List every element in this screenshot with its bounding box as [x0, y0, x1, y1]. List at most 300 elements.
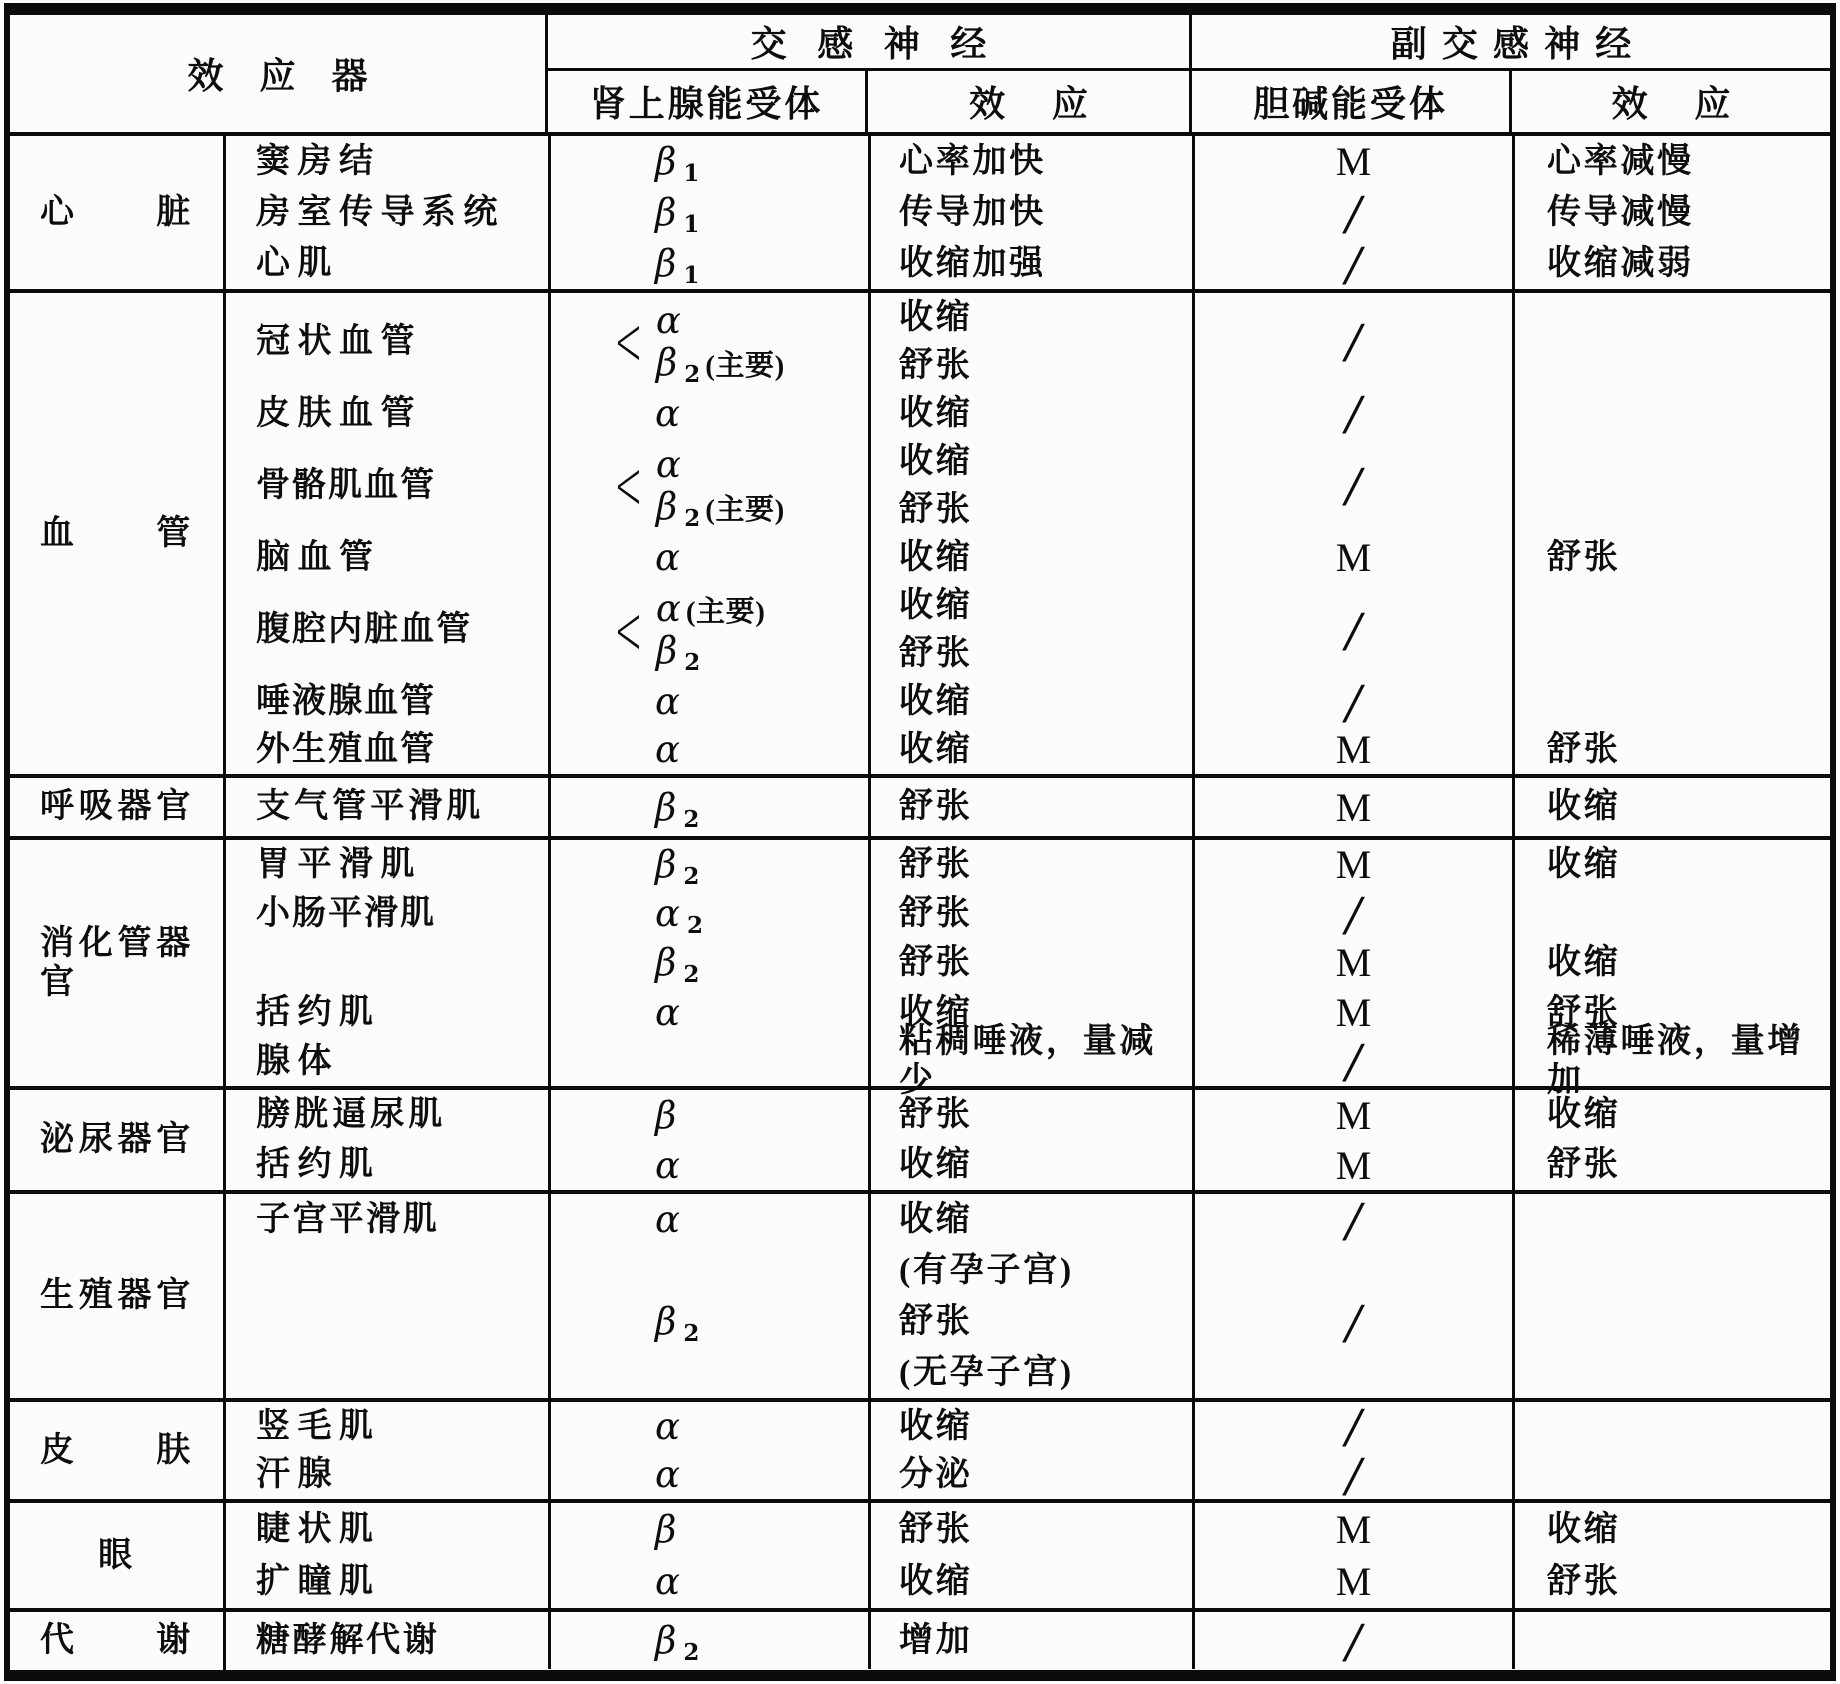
- suborgan-cell: [226, 1037, 548, 1086]
- parasympathetic-effect-cell: [1512, 1023, 1830, 1100]
- suborgan-cell: [226, 778, 548, 836]
- receptor-symbol: [655, 785, 700, 833]
- suborgan-label: 外生殖血管: [256, 731, 437, 769]
- effect-line: [871, 293, 1192, 341]
- slash-mark: /: [1345, 458, 1362, 513]
- suborgan-cell: [226, 1612, 548, 1669]
- receptor-subscript: 2: [684, 504, 701, 532]
- receptor-subscript: 2: [683, 961, 700, 989]
- cholinergic-line: [1346, 1194, 1362, 1245]
- header-parasympathetic-cell: [1192, 15, 1830, 68]
- sympathetic-effect-cell: [868, 889, 1192, 938]
- sympathetic-effect-cell: [868, 1140, 1192, 1190]
- greek-letter: β: [655, 785, 677, 829]
- receptor-note: (主要): [705, 493, 785, 526]
- receptor-symbol: [655, 680, 680, 723]
- suborgan-cell: [226, 582, 548, 678]
- suborgan-cell: [226, 293, 548, 389]
- greek-letter: α: [655, 442, 681, 486]
- cholinergic-receptor-cell: [1192, 778, 1512, 836]
- table-row: [226, 886, 1830, 941]
- cholinergic-line: [1336, 840, 1372, 889]
- effect-line: [871, 533, 1192, 581]
- header-effector-label: 效应器: [187, 56, 404, 96]
- cholinergic-receptor-cell: [1192, 1034, 1512, 1089]
- greek-letter: β: [655, 1093, 677, 1137]
- table-row: [226, 778, 1830, 836]
- suborgan-label: 竖毛肌: [256, 1407, 381, 1445]
- suborgan-label: 子宫平滑肌: [256, 1200, 440, 1238]
- receptor-m: M: [1335, 139, 1372, 184]
- parasympathetic-effect-cell: [1512, 187, 1830, 238]
- greek-letter: α: [655, 1143, 680, 1187]
- parasympathetic-effect-cell: [1512, 726, 1830, 774]
- cholinergic-receptor-cell: [1192, 1399, 1512, 1454]
- table-row: [226, 1399, 1830, 1454]
- suborgan-label: 腺体: [256, 1042, 339, 1080]
- suborgan-cell: [226, 1296, 548, 1398]
- organ-section: [10, 293, 1830, 778]
- receptor-line: [551, 1194, 868, 1245]
- sympathetic-effect-cell: [868, 1451, 1192, 1500]
- adrenergic-receptor-cell: [548, 778, 868, 836]
- effect-text: (无孕子宫): [899, 1353, 1074, 1391]
- greek-letter: β: [655, 843, 677, 887]
- organ-rows: [226, 778, 1830, 836]
- receptor-symbol: [655, 340, 785, 388]
- effect-line: [871, 389, 1192, 437]
- table-row: [226, 1296, 1830, 1398]
- greek-letter: α: [655, 298, 681, 342]
- effect-line: [871, 187, 1192, 238]
- receptor-symbol: [655, 1094, 676, 1137]
- sympathetic-effect-cell: [868, 1090, 1192, 1140]
- effect-line: [871, 778, 1192, 836]
- adrenergic-receptor-cell: [548, 1556, 868, 1609]
- receptor-m: M: [1335, 1142, 1372, 1188]
- effect-line: [871, 1556, 1192, 1609]
- suborgan-label: 冠状血管: [256, 322, 422, 360]
- parasympathetic-effect-text: 舒张: [1547, 1146, 1621, 1184]
- table-header: [10, 15, 1830, 136]
- effect-line: [871, 1451, 1192, 1500]
- suborgan-cell: [226, 1140, 548, 1190]
- receptor-symbol: [655, 242, 700, 289]
- receptor-symbol: [656, 443, 681, 486]
- parasympathetic-effect-cell: [1512, 778, 1830, 836]
- effect-line: [871, 238, 1192, 289]
- receptor-stack-line: [655, 340, 785, 388]
- suborgan-cell: [226, 840, 548, 889]
- effect-line: [871, 1194, 1192, 1245]
- adrenergic-receptor-cell: [548, 1296, 868, 1398]
- cholinergic-receptor-cell: [1192, 938, 1512, 987]
- suborgan-label: 糖酵解代谢: [256, 1621, 440, 1659]
- effect-text: 舒张: [899, 1096, 973, 1134]
- sympathetic-effect-cell: [868, 778, 1192, 836]
- cholinergic-receptor-cell: [1192, 582, 1512, 678]
- receptor-brace-group: [551, 293, 868, 389]
- receptor-symbol: [655, 1508, 676, 1551]
- receptor-line: [551, 1612, 868, 1669]
- suborgan-label: 胃平滑肌: [256, 846, 422, 884]
- greek-letter: α: [655, 1560, 680, 1604]
- effect-text: 传导加快: [899, 193, 1046, 231]
- effect-text: 舒张: [899, 490, 973, 528]
- receptor-m: M: [1335, 842, 1372, 888]
- receptor-stack: [655, 587, 766, 677]
- slash-mark: /: [1345, 1034, 1362, 1089]
- slash-mark: /: [1345, 314, 1362, 369]
- sympathetic-effect-cell: [868, 187, 1192, 238]
- cholinergic-line: [1346, 293, 1362, 389]
- parasympathetic-effect-cell: [1512, 1503, 1830, 1556]
- effect-line: [871, 726, 1192, 774]
- parasympathetic-effect-text: 收缩减弱: [1547, 244, 1694, 282]
- cholinergic-receptor-cell: [1192, 1612, 1512, 1669]
- effect-text: 增加: [899, 1621, 973, 1659]
- adrenergic-receptor-cell: [548, 726, 868, 774]
- organ-section: [10, 840, 1830, 1100]
- parasympathetic-effect-text: 收缩: [1547, 1096, 1621, 1134]
- table-row: [226, 938, 1830, 987]
- effect-text: 分泌: [899, 1456, 973, 1494]
- cholinergic-line: [1345, 1399, 1362, 1454]
- cholinergic-line: [1346, 1612, 1362, 1669]
- receptor-m: M: [1335, 535, 1372, 581]
- cholinergic-receptor-cell: [1192, 674, 1512, 729]
- adrenergic-receptor-cell: [548, 1402, 868, 1451]
- suborgan-cell: [226, 726, 548, 774]
- table-row: [226, 582, 1830, 678]
- effect-line: [871, 840, 1192, 889]
- slash-mark: /: [1345, 386, 1362, 441]
- parasympathetic-effect-cell: [1512, 889, 1830, 938]
- parasympathetic-effect-cell: [1512, 533, 1830, 581]
- receptor-symbol: [655, 191, 700, 238]
- receptor-symbol: [655, 484, 785, 532]
- cholinergic-receptor-cell: [1192, 386, 1512, 441]
- effect-line: [871, 889, 1192, 938]
- table-row: [226, 238, 1830, 289]
- parasympathetic-effect-cell: [1512, 389, 1830, 437]
- greek-letter: α: [655, 1198, 680, 1241]
- suborgan-label: 括约肌: [256, 993, 381, 1031]
- header-adrenergic-cell: [548, 71, 868, 132]
- suborgan-label: 腹腔内脏血管: [256, 611, 473, 649]
- receptor-stack: [655, 442, 785, 532]
- suborgan-label: 骨骼肌血管: [256, 466, 437, 504]
- cholinergic-line: [1346, 1296, 1362, 1347]
- effect-line: [871, 136, 1192, 187]
- parasympathetic-effect-cell: [1512, 1402, 1830, 1451]
- organ-label: 血管: [40, 514, 193, 552]
- suborgan-cell: [226, 533, 548, 581]
- receptor-symbol: [655, 536, 680, 579]
- receptor-line: [551, 840, 868, 889]
- cholinergic-line: [1346, 437, 1362, 533]
- cholinergic-receptor-cell: [1192, 1140, 1512, 1190]
- effect-text: 舒张: [899, 944, 973, 982]
- effect-line: [871, 1090, 1192, 1140]
- table-row: [226, 1140, 1830, 1190]
- suborgan-label: 括约肌: [256, 1146, 381, 1184]
- brace-icon: <: [614, 444, 643, 527]
- receptor-m: M: [1335, 1559, 1372, 1605]
- greek-letter: α: [655, 990, 680, 1034]
- effect-line: [871, 1245, 1192, 1296]
- organ-cell: [10, 1402, 226, 1499]
- effect-line: [871, 437, 1192, 485]
- effect-line: [871, 1296, 1192, 1347]
- effect-text: (有孕子宫): [899, 1251, 1074, 1289]
- organ-label: 代谢: [40, 1622, 193, 1660]
- organ-cell: [10, 293, 226, 774]
- effect-text: 舒张: [899, 895, 973, 933]
- receptor-m: M: [1335, 940, 1372, 986]
- greek-letter: β: [655, 242, 677, 285]
- receptor-line: [551, 187, 868, 238]
- cholinergic-line: [1336, 1090, 1372, 1140]
- suborgan-label: 扩瞳肌: [256, 1563, 381, 1601]
- effect-text: 收缩: [899, 538, 973, 576]
- parasympathetic-effect-cell: [1512, 1612, 1830, 1669]
- adrenergic-receptor-cell: [548, 938, 868, 987]
- greek-letter: β: [655, 1507, 677, 1551]
- cholinergic-receptor-cell: [1192, 886, 1512, 941]
- sympathetic-effect-cell: [868, 1023, 1192, 1100]
- effect-text: 舒张: [899, 635, 973, 673]
- suborgan-cell: [226, 889, 548, 938]
- parasympathetic-effect-text: 收缩: [1547, 1510, 1621, 1548]
- header-effector-cell: [10, 15, 548, 132]
- header-right-group: [548, 15, 1830, 132]
- effect-line: [871, 678, 1192, 726]
- receptor-line: [551, 136, 868, 187]
- cholinergic-receptor-cell: [1192, 1296, 1512, 1398]
- receptor-line: [551, 1402, 868, 1451]
- sympathetic-effect-cell: [868, 582, 1192, 678]
- receptor-stack: [655, 298, 785, 388]
- table-row: [226, 187, 1830, 238]
- cholinergic-receptor-cell: [1192, 187, 1512, 238]
- organ-section: [10, 1503, 1830, 1612]
- sympathetic-effect-cell: [868, 1296, 1192, 1398]
- cholinergic-line: [1336, 533, 1372, 581]
- cholinergic-receptor-cell: [1192, 136, 1512, 187]
- receptor-stack-line: [656, 588, 766, 630]
- cholinergic-receptor-cell: [1192, 238, 1512, 289]
- sympathetic-effect-cell: [868, 1556, 1192, 1609]
- receptor-m: M: [1335, 727, 1372, 773]
- effect-line: [871, 1503, 1192, 1556]
- parasympathetic-effect-cell: [1512, 840, 1830, 889]
- header-subcolumn-row: [548, 71, 1830, 132]
- cholinergic-receptor-cell: [1192, 293, 1512, 389]
- receptor-subscript: 1: [683, 262, 700, 289]
- sympathetic-effect-cell: [868, 1503, 1192, 1556]
- receptor-note: (主要): [685, 596, 766, 629]
- receptor-subscript: 2: [687, 912, 704, 940]
- table-row: [226, 1612, 1830, 1669]
- parasympathetic-effect-cell: [1512, 1451, 1830, 1500]
- effect-text: 舒张: [899, 846, 973, 884]
- header-parasympathetic-effect-label: 效应: [1611, 84, 1778, 124]
- sympathetic-effect-cell: [868, 136, 1192, 187]
- parasympathetic-effect-text: 收缩: [1547, 788, 1621, 826]
- table-row: [226, 437, 1830, 533]
- cholinergic-receptor-cell: [1192, 1503, 1512, 1556]
- slash-mark: /: [1345, 1613, 1362, 1668]
- parasympathetic-effect-cell: [1512, 1090, 1830, 1140]
- sympathetic-effect-cell: [868, 238, 1192, 289]
- greek-letter: β: [655, 629, 678, 673]
- adrenergic-receptor-cell: [548, 1090, 868, 1140]
- receptor-line: [551, 1451, 868, 1500]
- organ-section: [10, 136, 1830, 293]
- effect-text: 心率加快: [899, 142, 1046, 180]
- sympathetic-effect-cell: [868, 1612, 1192, 1669]
- receptor-line: [551, 938, 868, 987]
- sympathetic-effect-cell: [868, 293, 1192, 389]
- organ-cell: [10, 1090, 226, 1190]
- effect-line: [871, 1023, 1192, 1100]
- receptor-brace-group: [551, 582, 868, 678]
- parasympathetic-effect-text: 收缩: [1547, 846, 1621, 884]
- parasympathetic-effect-cell: [1512, 678, 1830, 726]
- table-row: [226, 1447, 1830, 1502]
- greek-letter: α: [655, 680, 680, 724]
- slash-mark: /: [1345, 602, 1362, 657]
- cholinergic-line: [1346, 582, 1362, 678]
- greek-letter: α: [655, 391, 680, 435]
- effect-line: [871, 1140, 1192, 1190]
- greek-letter: α: [655, 587, 681, 631]
- table-row: [226, 1556, 1830, 1609]
- organ-rows: [226, 1090, 1830, 1190]
- receptor-line: [551, 1556, 868, 1609]
- header-cholinergic-label: 胆碱能受体: [1253, 84, 1448, 124]
- slash-mark: /: [1345, 674, 1362, 729]
- adrenergic-receptor-cell: [548, 1612, 868, 1669]
- sympathetic-effect-cell: [868, 533, 1192, 581]
- effect-line: [871, 1347, 1192, 1398]
- receptor-subscript: 2: [684, 360, 701, 388]
- table-row: [226, 726, 1830, 774]
- receptor-symbol: [655, 1198, 680, 1241]
- receptor-symbol: [655, 1405, 680, 1448]
- suborgan-cell: [226, 1090, 548, 1140]
- suborgan-line: [226, 1194, 548, 1245]
- header-sympathetic-effect-label: 效应: [969, 84, 1135, 124]
- receptor-stack-line: [655, 484, 785, 532]
- receptor-line: [551, 726, 868, 774]
- receptor-subscript: 1: [683, 211, 700, 238]
- brace-icon: <: [614, 300, 643, 382]
- sympathetic-effect-cell: [868, 437, 1192, 533]
- receptor-symbol: [655, 1144, 680, 1187]
- receptor-line: [551, 988, 868, 1037]
- effect-line: [871, 582, 1192, 630]
- receptor-symbol: [655, 1300, 700, 1347]
- slash-mark: /: [1345, 1192, 1362, 1247]
- parasympathetic-effect-text: 舒张: [1547, 1563, 1621, 1601]
- receptor-symbol: [655, 941, 700, 989]
- receptor-stack-line: [656, 443, 785, 485]
- organ-label: 眼: [98, 1536, 135, 1574]
- sympathetic-effect-cell: [868, 1194, 1192, 1296]
- parasympathetic-effect-text: 舒张: [1547, 731, 1621, 769]
- suborgan-cell: [226, 187, 548, 238]
- adrenergic-receptor-cell: [548, 840, 868, 889]
- sympathetic-effect-cell: [868, 1402, 1192, 1451]
- cholinergic-line: [1336, 938, 1372, 987]
- receptor-line: [551, 1503, 868, 1556]
- table-row: [226, 1194, 1830, 1296]
- suborgan-label: 汗腺: [256, 1456, 339, 1494]
- receptor-subscript: 1: [683, 160, 700, 187]
- receptor-symbol: [656, 587, 766, 630]
- adrenergic-receptor-cell: [548, 889, 868, 938]
- receptor-line: [551, 678, 868, 726]
- cholinergic-line: [1336, 778, 1372, 836]
- parasympathetic-effect-cell: [1512, 1296, 1830, 1398]
- organ-section: [10, 778, 1830, 840]
- receptor-m: M: [1335, 1506, 1372, 1552]
- receptor-line: [551, 889, 868, 938]
- effect-text: 收缩: [899, 1200, 973, 1238]
- adrenergic-receptor-cell: [548, 437, 868, 533]
- parasympathetic-effect-cell: [1512, 293, 1830, 389]
- organ-rows: [226, 1612, 1830, 1670]
- adrenergic-receptor-cell: [548, 238, 868, 289]
- greek-letter: β: [655, 484, 678, 528]
- suborgan-cell: [226, 938, 548, 987]
- organ-cell: [10, 136, 226, 289]
- greek-letter: α: [655, 1404, 680, 1448]
- parasympathetic-effect-cell: [1512, 1556, 1830, 1609]
- organ-cell: [10, 1194, 226, 1398]
- organ-section: [10, 1612, 1830, 1670]
- suborgan-cell: [226, 1503, 548, 1556]
- cholinergic-line: [1345, 886, 1362, 941]
- effect-text: 收缩: [899, 1146, 973, 1184]
- adrenergic-receptor-cell: [548, 1194, 868, 1296]
- effect-text: 舒张: [899, 788, 973, 826]
- suborgan-label: 皮肤血管: [256, 394, 422, 432]
- slash-mark: /: [1345, 236, 1362, 291]
- greek-letter: β: [655, 1300, 677, 1343]
- adrenergic-receptor-cell: [548, 1140, 868, 1190]
- adrenergic-receptor-cell: [548, 1451, 868, 1500]
- receptor-line: [551, 389, 868, 437]
- table-row: [226, 1090, 1830, 1140]
- cholinergic-line: [1336, 136, 1372, 187]
- adrenergic-receptor-cell: [548, 988, 868, 1037]
- parasympathetic-effect-text: 传导减慢: [1547, 193, 1694, 231]
- adrenergic-receptor-cell: [548, 389, 868, 437]
- effect-line: [871, 630, 1192, 678]
- adrenergic-receptor-cell: [548, 533, 868, 581]
- receptor-m: M: [1335, 1092, 1372, 1138]
- effect-text: 收缩: [899, 298, 973, 336]
- header-sympathetic-label: 交感神经: [750, 24, 1017, 64]
- parasympathetic-effect-cell: [1512, 938, 1830, 987]
- organ-rows: [226, 840, 1830, 1100]
- effect-text: 收缩加强: [899, 244, 1046, 282]
- header-cholinergic-cell: [1192, 71, 1512, 132]
- suborgan-label: 支气管平滑肌: [256, 788, 485, 826]
